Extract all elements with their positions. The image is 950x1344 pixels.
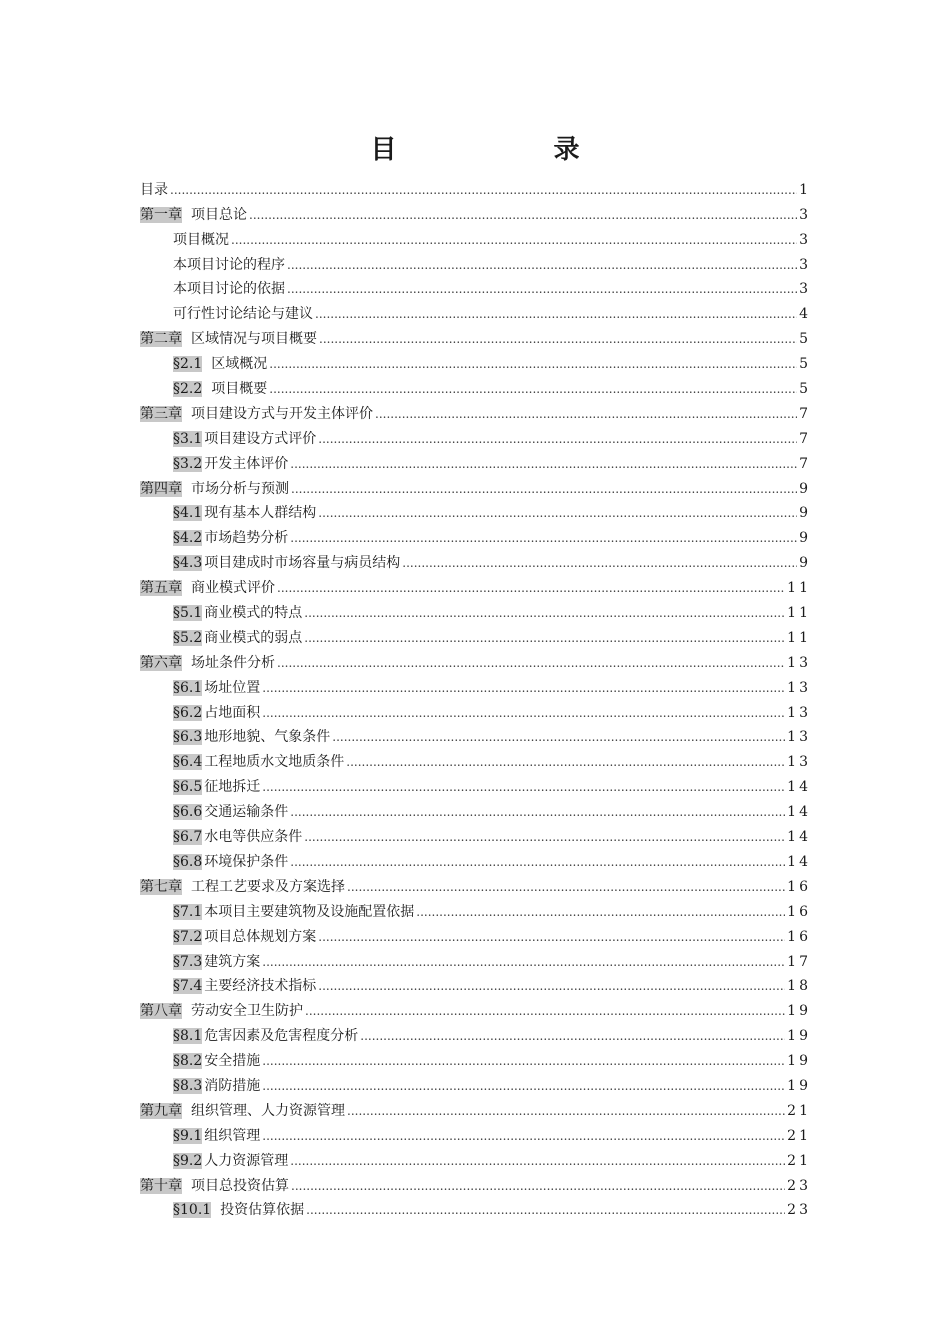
toc-entry-page-number: 9 [799, 555, 811, 572]
toc-entry[interactable] [140, 1195, 811, 1220]
toc-entry-title: 商业模式的特点 [204, 605, 303, 622]
toc-entry[interactable] [140, 1120, 811, 1145]
toc-entry-page-number: 7 [799, 455, 811, 472]
toc-dot-leader [360, 1027, 785, 1045]
toc-entry-title: 地形地貌、气象条件 [204, 729, 331, 746]
toc-entry[interactable] [140, 1095, 811, 1120]
toc-entry[interactable] [140, 1045, 811, 1070]
toc-entry-heading [173, 529, 288, 547]
toc-dot-leader [375, 405, 797, 423]
toc-entry-page-number: 19 [787, 1077, 811, 1094]
toc-entry-title: 项目概要 [211, 381, 268, 398]
toc-entry-number: §8.1 [173, 1028, 203, 1045]
toc-entry-page-number: 3 [799, 281, 811, 298]
toc-dot-leader [346, 753, 785, 771]
toc-entry-page-number: 13 [787, 679, 811, 696]
toc-dot-leader [287, 256, 797, 274]
toc-entry-heading [140, 1002, 303, 1020]
toc-entry-title: 工程工艺要求及方案选择 [191, 878, 345, 895]
toc-dot-leader [318, 504, 797, 522]
toc-dot-leader [277, 579, 785, 597]
toc-dot-leader [290, 803, 785, 821]
toc-entry-page-number: 13 [787, 654, 811, 671]
toc-dot-leader [304, 828, 785, 846]
toc-dot-leader [305, 1002, 785, 1020]
toc-entry-page-number: 13 [787, 704, 811, 721]
toc-entry-heading [173, 231, 229, 249]
toc-entry-number: §6.4 [173, 754, 203, 771]
toc-entry[interactable] [140, 796, 811, 821]
toc-entry-number: 第二章 [140, 331, 182, 348]
toc-entry-heading [173, 704, 260, 722]
toc-dot-leader [231, 231, 797, 249]
toc-entry-number: 第六章 [140, 654, 182, 671]
toc-entry-title: 项目建成时市场容量与病员结构 [204, 555, 401, 572]
toc-entry[interactable] [140, 1170, 811, 1195]
toc-entry-heading [173, 728, 330, 746]
toc-entry[interactable] [140, 547, 811, 572]
toc-entry-page-number: 19 [787, 1003, 811, 1020]
toc-entry-title: 交通运输条件 [204, 804, 289, 821]
toc-entry-page-number: 3 [799, 231, 811, 248]
toc-entry-title: 本项目主要建筑物及设施配置依据 [204, 903, 415, 920]
toc-entry-page-number: 9 [799, 530, 811, 547]
toc-entry[interactable] [140, 697, 811, 722]
toc-entry[interactable] [140, 249, 811, 274]
toc-dot-leader [416, 903, 785, 921]
toc-dot-leader [318, 977, 785, 995]
toc-entry[interactable] [140, 373, 811, 398]
toc-entry-title: 投资估算依据 [220, 1202, 305, 1219]
toc-entry-number: §5.1 [173, 605, 203, 622]
toc-entry-title: 主要经济技术指标 [204, 978, 317, 995]
toc-entry-title: 区域情况与项目概要 [191, 331, 317, 348]
page-title: 目 录 [370, 135, 654, 165]
toc-entry-title: 项目建设方式与开发主体评价 [191, 405, 373, 422]
toc-entry-title: 项目概况 [173, 231, 229, 248]
table-of-contents [140, 174, 811, 1219]
toc-entry[interactable] [140, 448, 811, 473]
toc-entry[interactable] [140, 672, 811, 697]
toc-entry-page-number: 23 [787, 1177, 811, 1194]
toc-dot-leader [304, 604, 785, 622]
toc-entry-number: §6.2 [173, 704, 203, 721]
toc-entry-page-number: 13 [787, 729, 811, 746]
toc-entry-page-number: 14 [787, 779, 811, 796]
toc-entry-heading [173, 1127, 260, 1145]
toc-entry-heading [173, 903, 414, 921]
toc-entry-title: 危害因素及危害程度分析 [204, 1028, 359, 1045]
toc-entry-heading [173, 828, 302, 846]
toc-entry-page-number: 5 [799, 331, 811, 348]
toc-entry-heading [173, 629, 302, 647]
toc-entry-title: 安全措施 [204, 1053, 261, 1070]
toc-entry-title: 可行性讨论结论与建议 [173, 306, 313, 323]
toc-entry-heading [140, 579, 275, 597]
toc-entry[interactable] [140, 423, 811, 448]
toc-entry-number: §4.2 [173, 530, 203, 547]
toc-entry-heading [173, 977, 316, 995]
toc-entry-number: §6.6 [173, 804, 203, 821]
toc-entry-heading [173, 1052, 260, 1070]
toc-entry-page-number: 11 [787, 580, 811, 597]
toc-entry-heading [173, 1027, 358, 1045]
toc-entry[interactable] [140, 174, 811, 199]
toc-entry-title: 劳动安全卫生防护 [191, 1003, 303, 1020]
toc-entry[interactable] [140, 871, 811, 896]
toc-dot-leader [269, 380, 797, 398]
toc-dot-leader [262, 1052, 785, 1070]
toc-dot-leader [262, 778, 785, 796]
toc-entry-page-number: 14 [787, 853, 811, 870]
toc-entry[interactable] [140, 946, 811, 971]
toc-entry-title: 现有基本人群结构 [204, 505, 317, 522]
toc-entry[interactable] [140, 348, 811, 373]
toc-entry-heading [173, 1152, 288, 1170]
toc-entry-heading [140, 1177, 289, 1195]
toc-entry-title: 环境保护条件 [204, 853, 289, 870]
toc-entry-number: §4.1 [173, 505, 203, 522]
toc-entry-number: 第三章 [140, 405, 182, 422]
toc-entry-page-number: 3 [799, 256, 811, 273]
toc-entry-title: 项目建设方式评价 [204, 430, 317, 447]
toc-entry-page-number: 5 [799, 381, 811, 398]
toc-entry-page-number: 17 [787, 953, 811, 970]
toc-dot-leader [291, 480, 797, 498]
toc-entry-number: 第七章 [140, 878, 182, 895]
toc-entry-heading [140, 405, 373, 423]
toc-entry-number: §6.8 [173, 853, 203, 870]
toc-entry-title: 组织管理 [204, 1127, 261, 1144]
toc-entry-page-number: 18 [787, 978, 811, 995]
toc-dot-leader [170, 181, 797, 199]
toc-entry-title: 征地拆迁 [204, 779, 261, 796]
toc-entry-heading [173, 305, 313, 323]
toc-entry-number: §7.4 [173, 978, 203, 995]
toc-entry-page-number: 5 [799, 356, 811, 373]
toc-entry[interactable] [140, 746, 811, 771]
toc-entry-page-number: 9 [799, 505, 811, 522]
toc-dot-leader [277, 654, 785, 672]
toc-entry[interactable] [140, 971, 811, 996]
toc-entry-title: 项目总投资估算 [191, 1177, 289, 1194]
toc-entry-page-number: 21 [787, 1152, 811, 1169]
toc-dot-leader [262, 1077, 785, 1095]
toc-entry-title: 组织管理、人力资源管理 [191, 1102, 345, 1119]
toc-entry[interactable] [140, 224, 811, 249]
toc-dot-leader [318, 430, 797, 448]
toc-entry[interactable] [140, 647, 811, 672]
toc-entry-number: §3.1 [173, 430, 203, 447]
toc-entry-number: §7.2 [173, 928, 203, 945]
toc-entry-number: §3.2 [173, 455, 203, 472]
toc-entry-number: §6.5 [173, 779, 203, 796]
toc-entry-title: 场址条件分析 [191, 654, 275, 671]
toc-entry[interactable] [140, 896, 811, 921]
toc-entry[interactable] [140, 298, 811, 323]
toc-entry-page-number: 16 [787, 903, 811, 920]
toc-dot-leader [290, 455, 797, 473]
toc-entry[interactable] [140, 398, 811, 423]
toc-entry-title: 占地面积 [204, 704, 261, 721]
toc-dot-leader [290, 853, 785, 871]
toc-entry-number: 第五章 [140, 580, 182, 597]
toc-entry-heading [173, 455, 288, 473]
toc-entry-heading [173, 1077, 260, 1095]
toc-dot-leader [402, 554, 797, 572]
toc-entry-number: §5.2 [173, 629, 203, 646]
toc-entry-number: §9.1 [173, 1127, 203, 1144]
toc-dot-leader [319, 330, 797, 348]
toc-entry-page-number: 14 [787, 804, 811, 821]
toc-entry[interactable] [140, 274, 811, 299]
toc-entry-title: 目录 [140, 181, 168, 198]
toc-entry-page-number: 19 [787, 1028, 811, 1045]
toc-entry-number: §7.3 [173, 953, 203, 970]
toc-entry-number: §8.3 [173, 1077, 203, 1094]
toc-dot-leader [290, 1152, 785, 1170]
toc-entry[interactable] [140, 522, 811, 547]
toc-entry-number: §6.1 [173, 679, 203, 696]
toc-entry-number: §6.3 [173, 729, 203, 746]
toc-entry-page-number: 11 [787, 629, 811, 646]
toc-entry[interactable] [140, 323, 811, 348]
toc-entry-title: 人力资源管理 [204, 1152, 289, 1169]
toc-entry-title: 本项目讨论的程序 [173, 256, 285, 273]
toc-dot-leader [262, 953, 785, 971]
toc-entry-page-number: 7 [799, 405, 811, 422]
toc-entry-title: 场址位置 [204, 679, 261, 696]
toc-entry-title: 项目总论 [191, 206, 247, 223]
toc-entry-heading [173, 554, 400, 572]
toc-entry[interactable] [140, 995, 811, 1020]
toc-entry[interactable] [140, 921, 811, 946]
toc-entry-heading [140, 654, 275, 672]
toc-entry-heading [173, 280, 285, 298]
toc-entry-title: 工程地质水文地质条件 [204, 754, 345, 771]
toc-entry-heading [140, 878, 345, 896]
toc-dot-leader [318, 928, 785, 946]
toc-entry-page-number: 21 [787, 1127, 811, 1144]
toc-dot-leader [347, 1102, 785, 1120]
toc-entry-title: 建筑方案 [204, 953, 261, 970]
toc-entry-page-number: 14 [787, 829, 811, 846]
toc-entry-number: §8.2 [173, 1053, 203, 1070]
toc-entry-title: 市场趋势分析 [204, 530, 289, 547]
toc-entry-number: 第一章 [140, 206, 182, 223]
toc-entry-number: §2.1 [173, 356, 203, 373]
toc-entry-title: 商业模式评价 [191, 580, 275, 597]
toc-entry[interactable] [140, 722, 811, 747]
toc-dot-leader [304, 629, 785, 647]
toc-entry-page-number: 23 [787, 1202, 811, 1219]
toc-entry-number: §6.7 [173, 829, 203, 846]
toc-entry-heading [173, 1201, 304, 1219]
toc-entry-number: 第四章 [140, 480, 182, 497]
toc-entry-heading [173, 778, 260, 796]
toc-entry-title: 本项目讨论的依据 [173, 281, 285, 298]
toc-entry-heading [173, 504, 316, 522]
toc-entry-page-number: 7 [799, 430, 811, 447]
toc-dot-leader [291, 1177, 785, 1195]
toc-entry-number: §4.3 [173, 555, 203, 572]
toc-entry-heading [173, 803, 288, 821]
toc-entry-page-number: 4 [799, 306, 811, 323]
toc-entry[interactable] [140, 771, 811, 796]
toc-entry-number: §2.2 [173, 381, 203, 398]
toc-entry-page-number: 13 [787, 754, 811, 771]
toc-entry-number: 第十章 [140, 1177, 182, 1194]
toc-entry-title: 水电等供应条件 [204, 829, 303, 846]
toc-entry[interactable] [140, 821, 811, 846]
toc-dot-leader [290, 529, 797, 547]
toc-entry-heading [140, 181, 168, 199]
toc-dot-leader [262, 1127, 785, 1145]
toc-entry-heading [140, 330, 317, 348]
toc-entry[interactable] [140, 597, 811, 622]
toc-entry[interactable] [140, 846, 811, 871]
toc-entry-heading [173, 355, 267, 373]
toc-entry[interactable] [140, 1145, 811, 1170]
toc-entry-page-number: 1 [799, 181, 811, 198]
toc-dot-leader [249, 206, 797, 224]
toc-dot-leader [347, 878, 785, 896]
toc-entry-number: §10.1 [173, 1202, 212, 1219]
toc-entry-number: 第九章 [140, 1102, 182, 1119]
toc-entry-heading [173, 430, 316, 448]
toc-entry[interactable] [140, 199, 811, 224]
toc-entry-page-number: 16 [787, 878, 811, 895]
toc-entry-heading [173, 256, 285, 274]
toc-dot-leader [269, 355, 797, 373]
toc-dot-leader [287, 280, 797, 298]
toc-dot-leader [262, 679, 785, 697]
toc-entry-heading [173, 853, 288, 871]
toc-dot-leader [306, 1201, 785, 1219]
toc-entry-heading [173, 380, 267, 398]
toc-entry-page-number: 9 [799, 480, 811, 497]
toc-entry-page-number: 16 [787, 928, 811, 945]
toc-entry-page-number: 3 [799, 206, 811, 223]
toc-entry-title: 开发主体评价 [204, 455, 289, 472]
toc-entry-title: 区域概况 [211, 356, 268, 373]
toc-entry-page-number: 11 [787, 605, 811, 622]
toc-dot-leader [315, 305, 797, 323]
toc-entry-heading [140, 1102, 345, 1120]
toc-entry-title: 商业模式的弱点 [204, 629, 303, 646]
toc-entry-heading [173, 928, 316, 946]
toc-entry[interactable] [140, 473, 811, 498]
toc-entry[interactable] [140, 572, 811, 597]
toc-entry-heading [173, 753, 344, 771]
toc-dot-leader [332, 728, 785, 746]
toc-entry-title: 消防措施 [204, 1077, 261, 1094]
toc-entry-heading [173, 679, 260, 697]
toc-entry-heading [140, 480, 289, 498]
toc-entry[interactable] [140, 1020, 811, 1045]
toc-entry[interactable] [140, 622, 811, 647]
toc-entry-number: §9.2 [173, 1152, 203, 1169]
toc-dot-leader [262, 704, 785, 722]
toc-entry-heading [140, 206, 247, 224]
toc-entry[interactable] [140, 498, 811, 523]
toc-entry[interactable] [140, 1070, 811, 1095]
toc-entry-number: 第八章 [140, 1003, 182, 1020]
toc-entry-title: 市场分析与预测 [191, 480, 289, 497]
toc-entry-heading [173, 604, 302, 622]
toc-entry-number: §7.1 [173, 903, 203, 920]
toc-entry-title: 项目总体规划方案 [204, 928, 317, 945]
toc-entry-page-number: 19 [787, 1053, 811, 1070]
toc-entry-heading [173, 953, 260, 971]
toc-entry-page-number: 21 [787, 1102, 811, 1119]
